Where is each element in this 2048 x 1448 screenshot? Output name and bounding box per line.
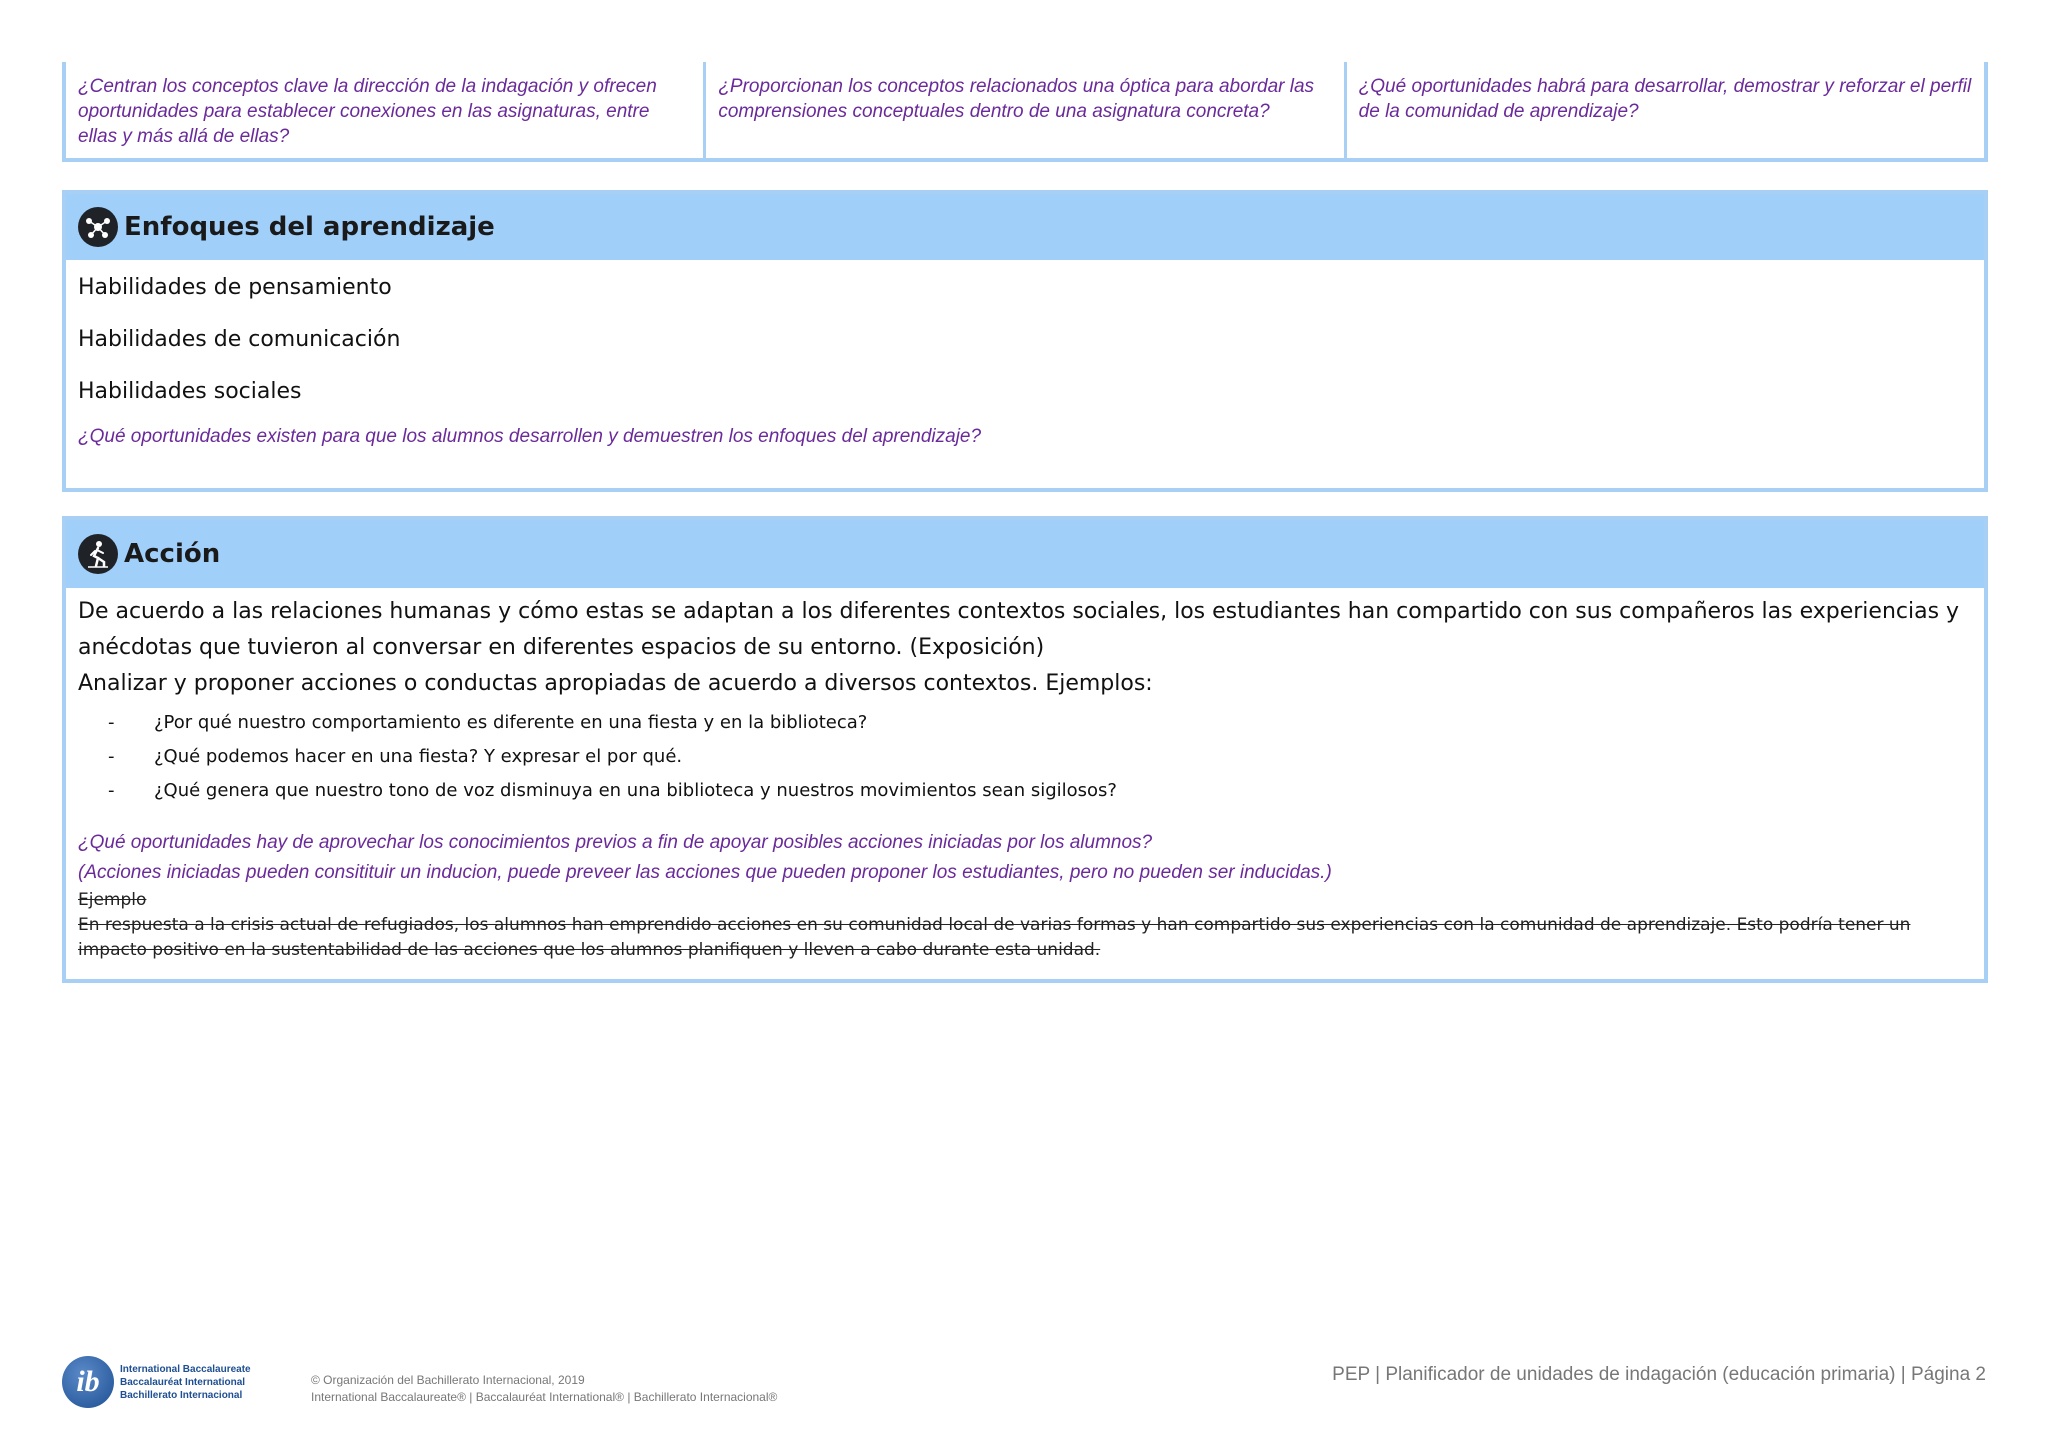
examples-list: [78, 706, 1972, 808]
atl-body: [66, 260, 1984, 448]
ib-logo-text: International Baccalaureate Baccalauréat International Bachillerato Internacional: [120, 1363, 251, 1401]
action-question-1: ¿Qué oportunidades hay de aprovechar los conocimientos previos a fin de apoyar posibles acciones iniciadas por los alumnos?: [78, 832, 1153, 853]
atl-network-icon: [78, 207, 118, 247]
atl-header: [66, 194, 1984, 260]
action-header: [66, 520, 1984, 588]
example-label: Ejemplo: [78, 890, 147, 910]
action-question-2: (Acciones iniciadas pueden consitituir un inducion, puede preveer las acciones que pueden proponer los estudiantes, pero no pueden ser inducidas.): [78, 862, 1332, 883]
action-paragraph-2: Analizar y proponer acciones o conductas apropiadas de acuerdo a diversos contextos. Ejemplos:: [78, 671, 1153, 696]
action-person-icon: [78, 534, 118, 574]
skill-communication: Habilidades de comunicación: [78, 327, 401, 352]
footer-copyright: © Organización del Bachillerato Internacional, 2019 International Baccalaureate® | Baccalauréat International® | Bachillerato Internacional®: [311, 1373, 778, 1404]
list-item: - ¿Qué genera que nuestro tono de voz disminuya en una biblioteca y nuestros movimientos sean sigilosos?: [108, 780, 1117, 801]
atl-title: Enfoques del aprendizaje: [124, 212, 495, 242]
skill-social: Habilidades sociales: [78, 379, 302, 404]
action-title: Acción: [124, 539, 221, 569]
example-text: En respuesta a la crisis actual de refugiados, los alumnos han emprendido acciones en su comunidad local de varias formas y han compartido sus experiencias con la comunidad de aprendizaje. Esto podría tener un impacto positivo en la sustentabilidad de las acciones que los alumnos planifiquen y lleven a cabo durante esta unidad.: [78, 915, 1911, 960]
action-body: [66, 588, 1984, 963]
action-paragraph-1: De acuerdo a las relaciones humanas y cómo estas se adaptan a los diferentes contextos sociales, los estudiantes han compartido con sus compañeros las experiencias y anécdotas que tuvieron al conversar en diferentes espacios de su entorno. (Exposición): [78, 599, 1960, 660]
skill-thinking: Habilidades de pensamiento: [78, 275, 392, 300]
ib-logo-icon: ib: [62, 1356, 114, 1408]
learner-profile-question: ¿Qué oportunidades habrá para desarrollar, demostrar y reforzar el perfil de la comunidad de aprendizaje?: [1344, 62, 1984, 158]
ib-logo: [62, 1356, 251, 1408]
atl-section: [62, 190, 1988, 492]
list-item: - ¿Qué podemos hacer en una fiesta? Y expresar el por qué.: [108, 746, 683, 767]
related-concepts-question: ¿Proporcionan los conceptos relacionados una óptica para abordar las comprensiones conceptuales dentro de una asignatura concreta?: [703, 62, 1343, 158]
atl-question: ¿Qué oportunidades existen para que los alumnos desarrollen y demuestren los enfoques del aprendizaje?: [78, 426, 982, 447]
action-section: [62, 516, 1988, 983]
footer-page-label: PEP | Planificador de unidades de indagación (educación primaria) | Página 2: [1332, 1364, 1986, 1385]
key-concepts-question: ¿Centran los conceptos clave la dirección de la indagación y ofrecen oportunidades para establecer conexiones en las asignaturas, entre ellas y más allá de ellas?: [78, 76, 657, 147]
list-item: - ¿Por qué nuestro comportamiento es diferente en una fiesta y en la biblioteca?: [108, 712, 868, 733]
concepts-table: [62, 62, 1988, 162]
